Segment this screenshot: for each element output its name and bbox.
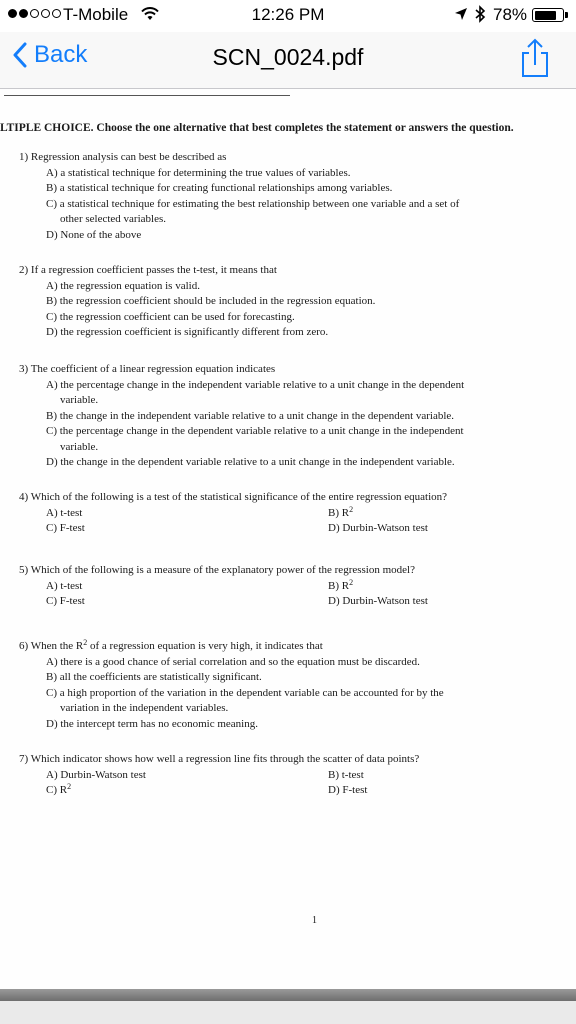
bluetooth-icon: [474, 5, 486, 23]
option-c: C) the percentage change in the dependent variable relative to a unit change in the independent: [46, 425, 464, 437]
option-c: C) a high proportion of the variation in the dependent variable can be accounted for by the: [46, 686, 444, 699]
option-b: B) the change in the independent variable relative to a unit change in the dependent variable.: [46, 409, 455, 422]
status-bar: [0, 0, 576, 32]
question-stem: 6) When the $R^2$ of a regression equation is very high, it indicates that: [19, 638, 323, 652]
question-3: [19, 362, 464, 471]
navigation-bar: [0, 32, 576, 89]
battery-tip: [565, 12, 568, 18]
option-b: B) the regression coefficient should be included in the regression equation.: [46, 295, 376, 307]
question-stem: 5) Which of the following is a measure of the explanatory power of the regression model?: [19, 564, 415, 576]
option-d: D) F-test: [328, 784, 368, 796]
option-d: D) None of the above: [46, 228, 142, 241]
back-label: Back: [34, 41, 88, 68]
section-heading: LTIPLE CHOICE. Choose the one alternative that best completes the statement or answers the question.: [0, 122, 514, 134]
option-c: C) F-test: [46, 595, 85, 607]
option-b: B) all the coefficients are statistically significant.: [46, 671, 262, 683]
student-id-line: [4, 89, 290, 96]
option-c: C) $R^2$: [46, 782, 72, 796]
question-7: [19, 752, 528, 799]
option-c-continued: variable.: [60, 440, 99, 453]
option-a: A) Durbin-Watson test: [46, 768, 146, 781]
question-5: [19, 563, 528, 610]
share-icon[interactable]: [517, 38, 553, 78]
question-stem: 1) Regression analysis can best be described as: [19, 151, 227, 163]
question-stem: 4) Which of the following is a test of the statistical significance of the entire regression equation?: [19, 491, 448, 503]
option-a: A) there is a good chance of serial correlation and so the equation must be discarded.: [46, 655, 420, 668]
option-c: C) F-test: [46, 522, 85, 534]
option-a-continued: variable.: [60, 394, 99, 406]
option-a: A) a statistical technique for determining the true values of variables.: [46, 166, 351, 179]
option-b: B) $R^2$: [328, 504, 354, 519]
page-edge-shadow: [0, 989, 576, 1001]
document-title: SCN_0024.pdf: [212, 44, 364, 70]
question-stem: 2) If a regression coefficient passes the t-test, it means that: [19, 264, 277, 276]
option-a: A) the percentage change in the independent variable relative to a unit change in the dependent: [46, 378, 465, 391]
option-c-continued: other selected variables.: [60, 213, 166, 225]
option-b: B) a statistical technique for creating functional relationships among variables.: [46, 182, 393, 194]
option-d: D) Durbin-Watson test: [328, 522, 428, 534]
option-b: B) $R^2$: [328, 577, 354, 592]
location-arrow-icon: [454, 7, 468, 21]
option-d: D) Durbin-Watson test: [328, 595, 428, 607]
option-a: A) t-test: [46, 579, 83, 592]
battery-percent: 78%: [493, 5, 528, 24]
option-c: C) the regression coefficient can be used for forecasting.: [46, 310, 295, 323]
option-d: D) the change in the dependent variable relative to a unit change in the independent variable.: [46, 456, 455, 468]
option-c: C) a statistical technique for estimating the best relationship between one variable and a set of: [46, 197, 460, 210]
carrier-name: T-Mobile: [63, 5, 129, 24]
option-b: B) t-test: [328, 768, 364, 781]
question-4: [19, 490, 528, 537]
option-a: A) the regression equation is valid.: [46, 279, 200, 292]
question-stem: 3) The coefficient of a linear regression equation indicates: [19, 363, 276, 375]
question-1: [19, 150, 459, 243]
question-2: [19, 263, 375, 341]
pdf-page[interactable]: [0, 89, 576, 989]
question-6: [19, 639, 444, 732]
option-d: D) the intercept term has no economic meaning.: [46, 717, 258, 730]
option-a: A) t-test: [46, 506, 83, 519]
battery-icon: [532, 8, 564, 22]
question-stem: 7) Which indicator shows how well a regression line fits through the scatter of data points?: [19, 753, 420, 765]
bottom-toolbar: [0, 1001, 576, 1024]
status-time: 12:26 PM: [251, 5, 325, 24]
page-number: 1: [312, 915, 317, 926]
option-d: D) the regression coefficient is significantly different from zero.: [46, 326, 329, 338]
option-c-continued: variation in the independent variables.: [60, 702, 229, 714]
